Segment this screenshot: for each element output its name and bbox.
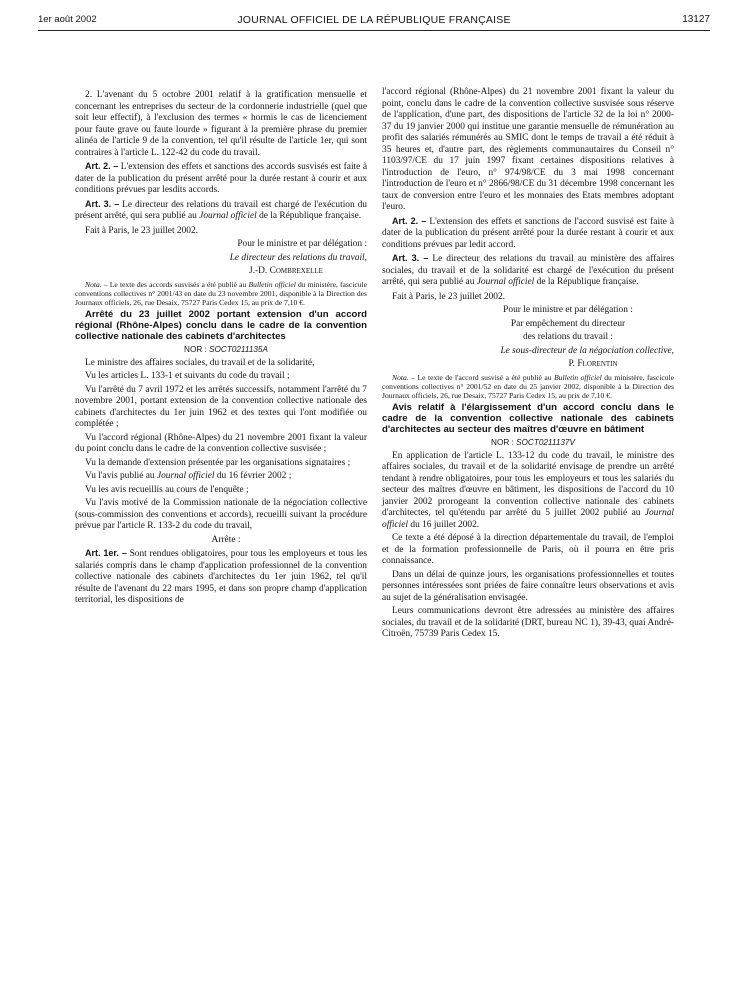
note-text: – Le texte des accords susvisés a été publié au xyxy=(101,279,249,289)
signatory-name: Florentin xyxy=(577,359,618,369)
bulletin-officiel-ref: Bulletin officiel xyxy=(248,279,296,289)
avis-paragraph xyxy=(382,451,674,532)
avis-paragraph: Ce texte a été déposé à la direction départementale du travail, de l'emploi et de la formation professionnelle de Paris, où il pourra en être pris connaissance. xyxy=(382,533,674,567)
visa: Vu la demande d'extension présentée par les organisations signataires ; xyxy=(85,457,351,468)
paragraph: l'accord régional (Rhône-Alpes) du 21 novembre 2001 fixant la valeur du point, conclu dans le cadre de la convention collective susvisée sous réserve de l'application, d'une part, des dispositions de l'article 32 de la loi n° 2000-37 du 19 janvier 2000 qui institue une garantie mensuelle de rémunération au profit des salariés rémunérés au SMIC dont le temps de travail a été réduit à 35 heures et, d'autre part, des règlements communautaires du Conseil n° 1103/97/CE du 17 juin 1997 fixant certaines dispositions relatives à l'introduction de l'euro, n° 974/98/CE du 3 mai 1998 concernant l'introduction de l'euro et n° 2866/98/CE du 31 décembre 1998 concernant les taux de conversion entre l'euro et les monnaies des Etats membres adoptant l'euro. xyxy=(382,87,674,212)
visa xyxy=(75,471,367,483)
signature-line: Par empêchement du directeur xyxy=(510,318,626,329)
nor-label: NOR : xyxy=(184,345,210,355)
signature-title: Le sous-directeur de la négociation collective, xyxy=(500,345,674,356)
nota-label: Nota. xyxy=(85,279,102,289)
nota-label: Nota. xyxy=(392,372,409,382)
avis-heading: Avis relatif à l'élargissement d'un accord conclu dans le cadre de la convention collective nationale des cabinets d'architectes au secteur des maîtres d'œuvre en bâtiment xyxy=(382,402,674,436)
article-text: Sont rendues obligatoires, pour tous les employeurs et tous les salariés compris dans le champ d'application professionnel de la convention collective nationale des cabinets d'architectes du 1er juin 1962, tel qu'il résulte de l'avenant du 22 mars 1995, et dans son propre champ d'application territorial, les dispositions de xyxy=(75,549,367,606)
nor-reference xyxy=(75,344,367,356)
issue-date: 1er août 2002 xyxy=(38,14,97,25)
article-text: Le directeur des relations du travail au ministère des affaires sociales, du travail et de la solidarité est chargé de l'exécution du présent arrêté, qui sera publié au xyxy=(382,254,674,287)
signatory-name: Combrexelle xyxy=(269,266,323,276)
article-label: Art. 2. – xyxy=(85,161,119,171)
page-header xyxy=(38,14,710,30)
visa: Vu les articles L. 133-1 et suivants du code du travail ; xyxy=(85,371,290,382)
signatory-initials: P. xyxy=(568,359,578,369)
page-number: 13127 xyxy=(682,14,710,25)
article-3 xyxy=(382,253,674,289)
article-2 xyxy=(75,161,367,197)
fait-a-paris: Fait à Paris, le 23 juillet 2002. xyxy=(85,225,199,236)
journal-title: JOURNAL OFFICIEL DE LA RÉPUBLIQUE FRANÇAISE xyxy=(237,14,511,26)
journal-officiel-ref: Journal officiel xyxy=(199,211,257,221)
note-text: du ministère, fascicule conventions collectives n° 2001/43 en date du 23 novembre 2001, disponible à la Direction des Journaux officiels, 26, rue Desaix, 75727 Paris Cedex 15, au prix de 7,10 €. xyxy=(75,279,368,307)
journal-officiel-ref: Journal officiel xyxy=(476,277,535,287)
article-2 xyxy=(382,216,674,252)
arrete-heading: Arrêté du 23 juillet 2002 portant extension d'un accord régional (Rhône-Alpes) conclu dans le cadre de la convention collective nationale des cabinets d'architectes xyxy=(75,309,367,343)
paragraph: 2. L'avenant du 5 octobre 2001 relatif à la gratification mensuelle et concernant les entreprises du secteur de la cordonnerie industrielle (quel que soit leur effectif), à l'exclusion des termes « hormis le cas de licenciement pour faute grave ou faute lourde » figurant à la première phrase du premier alinéa de l'article 9 de la convention, tel qu'il résulte de l'article 1er, qui sont contraires à l'article L. 122-42 du code du travail. xyxy=(75,90,367,158)
journal-officiel-ref: Journal officiel xyxy=(156,471,215,482)
avis-text: En application de l'article L. 133-12 du code du travail, le ministre des affaires sociales, du travail et de la solidarité envisage de prendre un arrêté tendant à rendre obligatoires, pour tous les employeurs et tous les salariés du secteur des maîtres d'œuvre en bâtiment, les dispositions de l'accord du 10 janvier 2002 prorogeant la convention collective nationale des cabinets d'architectes, tel qu'étendu par arrêté du 5 juillet 2002 publié au xyxy=(382,450,674,519)
signature-line: des relations du travail : xyxy=(522,332,614,342)
article-text: Le directeur des relations du travail est chargé de l'exécution du présent arrêté, qui sera publié au xyxy=(75,199,367,221)
article-text: de la République française. xyxy=(256,211,362,221)
nota-note xyxy=(75,280,367,308)
article-label: Art. 3. – xyxy=(392,253,429,263)
article-text: L'extension des effets et sanctions de l'accord susvisé est faite à dater de la publication du présent arrêté pour la durée restant à courir et aux conditions prévues par ledit accord. xyxy=(382,216,674,250)
signatory xyxy=(382,359,674,371)
visa-text: Vu l'avis publié au xyxy=(85,471,157,482)
right-column xyxy=(382,87,674,643)
left-column xyxy=(75,90,367,609)
note-text: du ministère, fascicule conventions collectives n° 2001/52 en date du 25 janvier 2002, disponible à la Direction des Journaux officiels, 26, rue Desaix, 75727 Paris Cedex 15, au prix de 7,10 €. xyxy=(382,372,675,400)
nota-note xyxy=(382,373,674,401)
article-text: L'extension des effets et sanctions des accords susvisés est faite à dater de la publication du présent arrêté pour la durée restant à courir et aux conditions prévues par lesdits accords. xyxy=(75,162,367,195)
avis-paragraph: Dans un délai de quinze jours, les organisations professionnelles et toutes personnes intéressées sont priées de faire connaître leurs observations et avis au sujet de la généralisation envisagée. xyxy=(382,569,674,603)
header-rule xyxy=(38,30,710,31)
visa: Vu l'accord régional (Rhône-Alpes) du 21 novembre 2001 fixant la valeur du point conclu dans le cadre de la convention collective susvisée ; xyxy=(75,432,367,455)
article-1 xyxy=(75,548,367,607)
visa: Vu l'arrêté du 7 avril 1972 et les arrêtés successifs, notamment l'arrêté du 7 novembre 2001, portant extension de la convention collective nationale des cabinets d'architectes du 1er juin 1962 et des textes qui l'ont modifiée ou complétée ; xyxy=(75,384,367,430)
nor-label: NOR : xyxy=(491,438,517,448)
nor-reference xyxy=(382,437,674,449)
nor-value: SOCT0211135A xyxy=(209,345,268,355)
nor-value: SOCT0211137V xyxy=(516,438,575,448)
article-label: Art. 1er. – xyxy=(85,548,127,559)
journal-officiel-ref: Journal officiel xyxy=(382,508,674,530)
visa: Vu les avis recueillis au cours de l'enquête ; xyxy=(85,484,249,495)
fait-a-paris: Fait à Paris, le 23 juillet 2002. xyxy=(392,291,506,302)
article-label: Art. 3. – xyxy=(85,198,120,209)
signature-line: Pour le ministre et par délégation : xyxy=(237,239,367,249)
arrete-word: Arrête : xyxy=(211,534,241,545)
article-label: Art. 2. – xyxy=(392,215,427,226)
avis-paragraph: Leurs communications devront être adressées au ministère des affaires sociales, du travail et de la solidarité (DRT, bureau NC 1), 39-43, quai André-Citroën, 75739 Paris Cedex 15. xyxy=(382,606,674,640)
article-text: de la République française. xyxy=(534,277,639,287)
signature-title: Le directeur des relations du travail, xyxy=(229,252,367,263)
signatory xyxy=(75,266,367,278)
signatory-initials: J.-D. xyxy=(249,266,270,276)
avis-text: du 16 juillet 2002. xyxy=(408,519,480,530)
visa-minister: Le ministre des affaires sociales, du travail et de la solidarité, xyxy=(85,357,315,368)
bulletin-officiel-ref: Bulletin officiel xyxy=(554,372,602,382)
article-3 xyxy=(75,199,367,223)
visa-text: du 16 février 2002 ; xyxy=(214,471,292,482)
visa: Vu l'avis motivé de la Commission nationale de la négociation collective (sous-commission des conventions et accords), recueilli suivant la procédure prévue par l'article R. 133-2 du code du travail, xyxy=(75,498,367,532)
note-text: – Le texte de l'accord susvisé a été publié au xyxy=(408,372,555,382)
signature-line: Pour le ministre et par délégation : xyxy=(503,305,633,315)
